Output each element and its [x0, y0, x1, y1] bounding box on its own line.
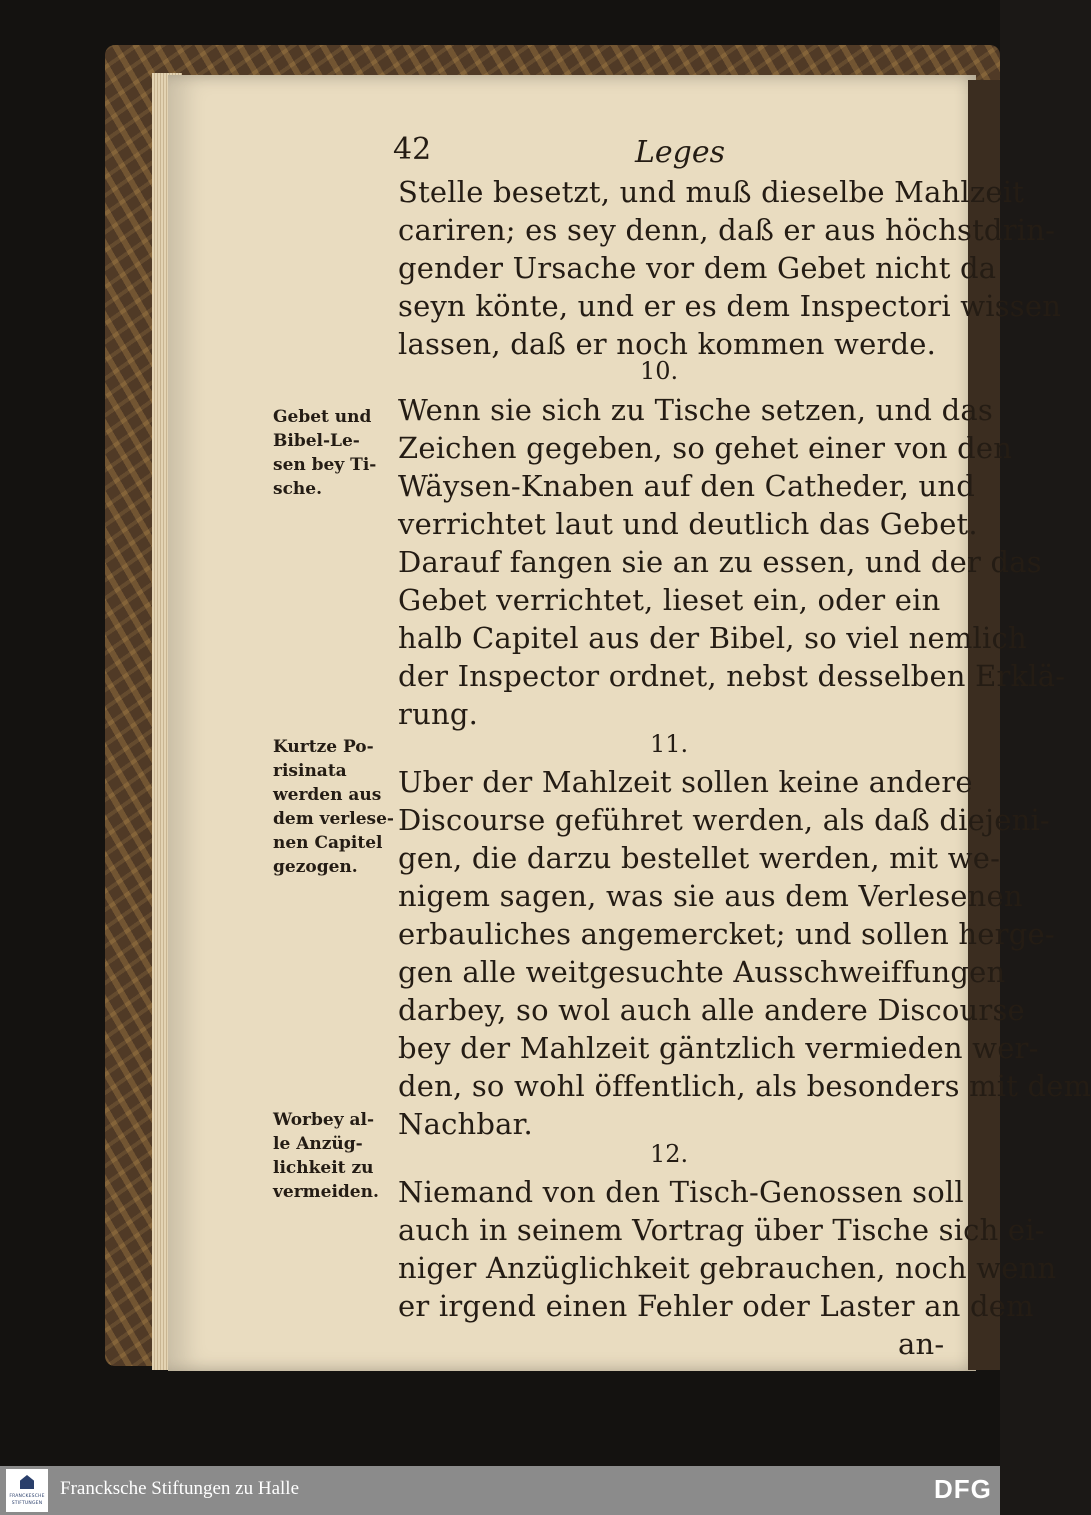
body-line: niger Anzüglichkeit gebrauchen, noch wenn: [398, 1251, 1057, 1285]
marginal-line: lichkeit zu: [273, 1158, 374, 1178]
body-line: Gebet verrichtet, lieset ein, oder ein: [398, 583, 941, 617]
body-line: cariren; es sey denn, daß er aus höchstdrin-: [398, 213, 1056, 247]
logo-caption: FRANCKESCHE: [9, 1494, 45, 1499]
body-line: bey der Mahlzeit gäntzlich vermieden wer-: [398, 1031, 1039, 1065]
marginal-line: werden aus: [273, 785, 382, 805]
section-number: 11.: [650, 730, 689, 758]
institution-name[interactable]: Francksche Stiftungen zu Halle: [60, 1478, 300, 1499]
marginal-line: vermeiden.: [273, 1182, 379, 1202]
marginal-line: Worbey al-: [273, 1110, 375, 1130]
marginal-note: [273, 405, 393, 501]
marginal-note: [273, 1108, 393, 1204]
marginal-line: nen Capitel: [273, 833, 383, 853]
body-line: verrichtet laut und deutlich das Gebet.: [398, 507, 978, 541]
body-line: rung.: [398, 697, 478, 731]
body-line: Wenn sie sich zu Tische setzen, und das: [398, 393, 993, 427]
body-line: seyn könte, und er es dem Inspectori wissen: [398, 289, 1062, 323]
body-line: Niemand von den Tisch-Genossen soll: [398, 1175, 964, 1209]
marginal-line: gezogen.: [273, 857, 358, 877]
body-line: Discourse geführet werden, als daß diejeni-: [398, 803, 1050, 837]
running-title: Leges: [635, 135, 726, 170]
marginal-line: sche.: [273, 479, 323, 499]
body-line: gen, die darzu bestellet werden, mit we-: [398, 841, 1001, 875]
page-number: 42: [393, 132, 432, 167]
logo-caption: STIFTUNGEN: [11, 1501, 43, 1506]
body-line: Uber der Mahlzeit sollen keine andere: [398, 765, 973, 799]
marginal-line: dem verlese-: [273, 809, 394, 829]
section-number: 10.: [640, 357, 679, 385]
body-line: der Inspector ordnet, nebst desselben Erklä-: [398, 659, 1066, 693]
body-line: gen alle weitgesuchte Ausschweiffungen: [398, 955, 1006, 989]
franckesche-stiftungen-logo[interactable]: [6, 1469, 48, 1512]
body-line: Darauf fangen sie an zu essen, und der das: [398, 545, 1042, 579]
body-line: lassen, daß er noch kommen werde.: [398, 327, 937, 361]
body-line: den, so wohl öffentlich, als besonders mit dem: [398, 1069, 1091, 1103]
body-line: gender Ursache vor dem Gebet nicht da: [398, 251, 997, 285]
body-line: er irgend einen Fehler oder Laster an dem: [398, 1289, 1034, 1323]
footer-bar: [0, 1466, 1000, 1515]
marginal-line: sen bey Ti-: [273, 455, 377, 475]
body-line: halb Capitel aus der Bibel, so viel nemlich: [398, 621, 1027, 655]
section-number: 12.: [650, 1140, 689, 1168]
body-line: Zeichen gegeben, so gehet einer von den: [398, 431, 1013, 465]
marginal-note: [273, 735, 393, 879]
marginal-line: Gebet und: [273, 407, 372, 427]
body-line: Nachbar.: [398, 1107, 533, 1141]
dfg-logo[interactable]: DFG: [934, 1474, 992, 1504]
body-line: Wäysen-Knaben auf den Catheder, und: [398, 469, 976, 503]
body-line: Stelle besetzt, und muß dieselbe Mahlzeit: [398, 175, 1025, 209]
catchword: an-: [898, 1327, 945, 1361]
marginal-line: Bibel-Le-: [273, 431, 360, 451]
body-line: darbey, so wol auch alle andere Discourse: [398, 993, 1025, 1027]
building-icon: [20, 1475, 34, 1489]
marginal-line: le Anzüg-: [273, 1134, 363, 1154]
body-line: auch in seinem Vortrag über Tische sich ei-: [398, 1213, 1045, 1247]
body-line: erbauliches angemercket; und sollen herge-: [398, 917, 1055, 951]
body-line: nigem sagen, was sie aus dem Verlesenen: [398, 879, 1023, 913]
marginal-line: Kurtze Po-: [273, 737, 374, 757]
marginal-line: risinata: [273, 761, 347, 781]
